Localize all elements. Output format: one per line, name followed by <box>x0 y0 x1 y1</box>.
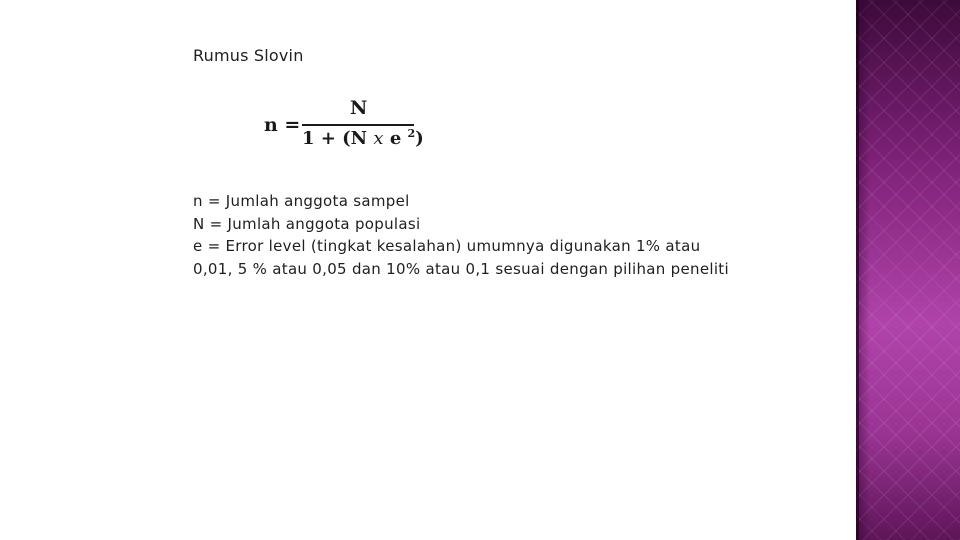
denominator-exponent: 2 <box>407 127 416 140</box>
slide-title: Rumus Slovin <box>193 46 304 65</box>
denominator-x: x <box>373 128 384 149</box>
formula-numerator: N <box>350 97 368 119</box>
definition-line: 0,01, 5 % atau 0,05 dan 10% atau 0,1 sesuai dengan pilihan peneliti <box>193 259 729 278</box>
definitions-list <box>193 190 793 280</box>
diamond-pattern <box>856 0 960 540</box>
denominator-suffix: ) <box>415 128 424 149</box>
slovin-formula <box>262 97 422 153</box>
denominator-prefix: 1 + (N <box>302 128 374 149</box>
definition-line: N = Jumlah anggota populasi <box>193 214 421 233</box>
decorative-side-panel <box>856 0 960 540</box>
panel-edge <box>856 0 859 540</box>
denominator-e: e <box>383 128 408 149</box>
definition-line: e = Error level (tingkat kesalahan) umumnya digunakan 1% atau <box>193 237 701 255</box>
formula-lhs: n = <box>264 114 301 136</box>
definition-line: n = Jumlah anggota sampel <box>193 192 410 210</box>
formula-denominator <box>302 127 424 149</box>
fraction-bar <box>302 124 414 126</box>
